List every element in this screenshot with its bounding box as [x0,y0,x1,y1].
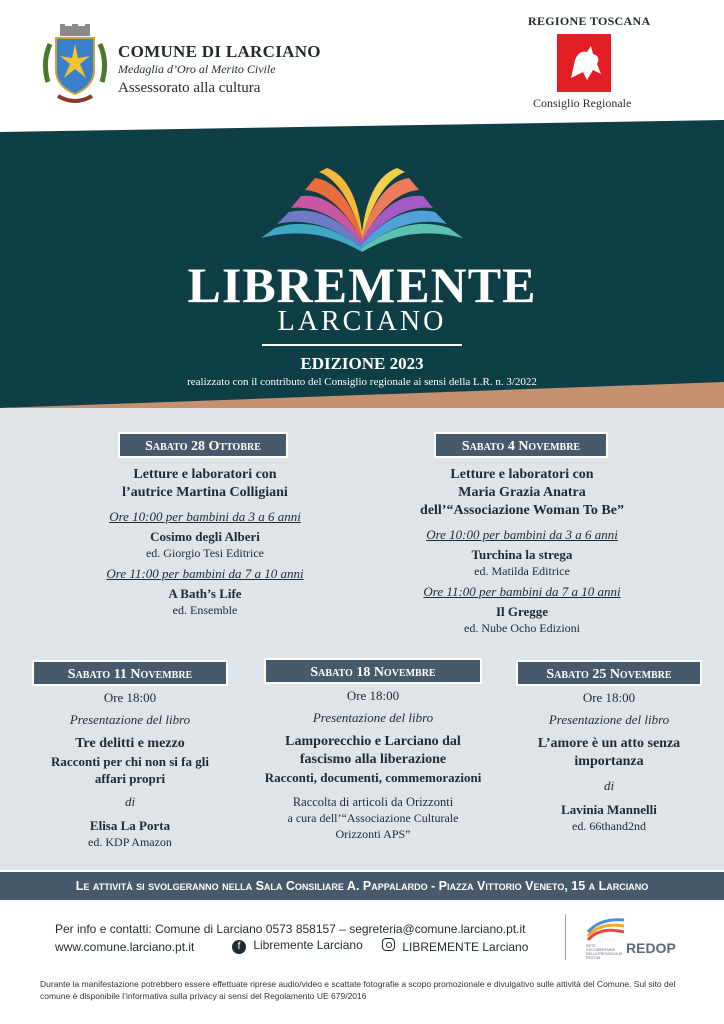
book-title: fascismo alla liberazione [299,752,447,767]
instagram-link[interactable] [382,938,528,954]
event-time: Ore 18:00 [103,690,157,705]
event-11-novembre [20,689,240,850]
collection-note: a cura dell’“Associazione Culturale [287,811,459,825]
instagram-label: LIBREMENTE Larciano [402,940,529,954]
presentation-label: Presentazione del libro [312,710,434,725]
regione-toscana-logo [557,34,611,92]
book-title: importanza [574,754,644,769]
website-link[interactable]: www.comune.larciano.pt.it [55,940,195,954]
publisher: ed. Ensemble [172,603,238,617]
edition-label: EDIZIONE 2023 [300,354,424,373]
event-18-novembre [246,687,500,842]
day-badge-28-ottobre: Sabato 28 Ottobre [118,432,288,458]
redop-label: REDOP [626,940,676,956]
subtitle-divider [262,344,462,346]
event-title-line: l’autrice Martina Colligiani [122,485,288,500]
open-book-icon [255,168,469,258]
event-title-line: dell’“Associazione Woman To Be” [420,503,624,518]
publisher: ed. Matilda Editrice [474,564,570,578]
presentation-label: Presentazione del libro [548,712,670,727]
by-label: di [124,794,136,809]
facebook-icon: f [232,940,246,954]
day-badge-18-novembre: Sabato 18 Novembre [264,658,482,684]
book-title: Lamporecchio e Larciano dal [285,734,461,749]
book-title: Il Gregge [495,604,549,619]
location-bar: Le attività si svolgeranno nella Sala Consiliare A. Pappalardo - Piazza Vittorio Veneto, 15 a Larciano [0,872,724,900]
regione-toscana-label: REGIONE TOSCANA [528,14,651,28]
comune-title: COMUNE DI LARCIANO [118,42,321,61]
time-slot: Ore 11:00 per bambini da 7 a 10 anni [106,566,304,581]
book-title: Cosimo degli Alberi [150,529,260,544]
book-subtitle: Racconti, documenti, commemorazioni [264,770,482,785]
event-time: Ore 18:00 [346,688,400,703]
day-badge-4-novembre: Sabato 4 Novembre [434,432,608,458]
redop-logo-icon [586,916,626,942]
contact-info: Per info e contatti: Comune di Larciano 0573 858157 – segreteria@comune.larciano.pt.it [55,922,526,936]
book-title: L’amore è un atto senza [537,736,681,751]
book-subtitle: Racconti per chi non si fa gli [51,754,209,769]
publisher: ed. Nube Ocho Edizioni [464,621,580,635]
publisher: ed. KDP Amazon [88,835,172,849]
day-badge-25-novembre: Sabato 25 Novembre [516,660,702,686]
author-name: Lavinia Mannelli [561,802,657,817]
consiglio-regionale-label: Consiglio Regionale [533,96,632,110]
presentation-label: Presentazione del libro [69,712,191,727]
instagram-icon [382,938,395,951]
event-25-novembre [498,689,720,834]
time-slot: Ore 10:00 per bambini da 3 a 6 anni [426,527,618,542]
comune-assessorato: Assessorato alla cultura [118,80,261,96]
redop-subtitle: RETE DOCUMENTARIA DELLA PROVINCIA DI PISTOIA [586,944,623,960]
event-time: Ore 18:00 [582,690,636,705]
event-title-line: Letture e laboratori con [450,467,594,482]
by-label: di [603,778,615,793]
author-name: Elisa La Porta [89,818,171,833]
time-slot: Ore 11:00 per bambini da 7 a 10 anni [423,584,621,599]
collection-note: Raccolta di articoli da Orizzonti [292,795,454,809]
event-28-ottobre [60,466,350,618]
event-title-line: Maria Grazia Anatra [458,485,586,500]
publisher: ed. Giorgio Tesi Editrice [145,546,265,560]
comune-medal: Medaglia d’Oro al Merito Civile [118,62,276,76]
publisher: ed. 66thand2nd [572,819,646,833]
collection-note: Orizzonti APS” [335,827,411,841]
privacy-notice: Durante la manifestazione potrebbero essere effettuate riprese audio/video e scattate fotografie a scopo promozionale e divulgativo sulle attività del Comune. Sul sito del comune è disponibile l’informativa sulla privacy ai sensi del Regolamento UE 679/2016 [40,979,676,1001]
day-badge-11-novembre: Sabato 11 Novembre [32,660,228,686]
book-title: Turchina la strega [471,547,573,562]
event-title-line: Letture e laboratori con [133,467,277,482]
event-4-novembre [372,466,672,636]
larciano-crest-logo [40,22,110,110]
footer-divider [565,914,566,960]
event-title: LIBREMENTE [187,257,537,313]
event-subtitle: LARCIANO [277,306,447,337]
facebook-link[interactable] [232,938,363,954]
funding-note: realizzato con il contributo del Consiglio regionale ai sensi della L.R. n. 3/2022 [187,376,537,388]
book-title: A Bath’s Life [168,586,242,601]
book-title: Tre delitti e mezzo [75,736,185,751]
time-slot: Ore 10:00 per bambini da 3 a 6 anni [109,509,301,524]
book-subtitle: affari propri [94,771,166,786]
facebook-label: Libremente Larciano [253,938,363,952]
